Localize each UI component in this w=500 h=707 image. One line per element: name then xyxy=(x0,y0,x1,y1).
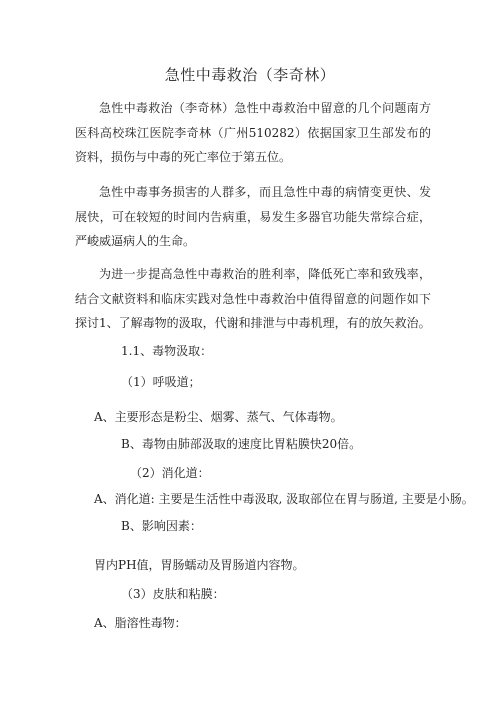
paragraph-purpose: 为进一步提高急性中毒救治的胜利率，降低死亡率和致残率，结合文献资料和临床实践对急性中毒救治中值得留意的问题作如下探讨1、了解毒物的汲取，代谢和排泄与中毒机理，有的放矢救治。 xyxy=(75,267,431,330)
section-heading-absorption: 1.1、毒物汲取： xyxy=(121,344,213,358)
list-item-b-respiratory: B、毒物由肺部汲取的速度比胃粘膜快20倍。 xyxy=(121,437,362,451)
document-title: 急性中毒救治（李奇林） xyxy=(164,66,336,84)
subheading-digestive: （2）消化道： xyxy=(130,466,210,480)
list-item-a-skin: A、脂溶性毒物： xyxy=(94,616,187,630)
subheading-respiratory: （1）呼吸道； xyxy=(121,375,201,389)
list-item-a-digestive: A、消化道: 主要是生活性中毒汲取, 汲取部位在胃与肠道, 主要是小肠。 xyxy=(94,492,474,506)
list-item-a-respiratory: A、主要形态是粉尘、烟雾、蒸气、气体毒物。 xyxy=(94,410,343,424)
subheading-skin-mucosa: （3）皮肤和粘膜： xyxy=(121,587,225,601)
digestive-factors: 胃内PH值，胃肠蠕动及胃肠道内容物。 xyxy=(94,558,305,572)
paragraph-harm: 急性中毒事务损害的人群多，而且急性中毒的病情变更快、发展快，可在较短的时间内告病重，易发生多器官功能失常综合症，严峻威逼病人的生命。 xyxy=(75,185,431,248)
paragraph-intro: 急性中毒救治（李奇林）急性中毒救治中留意的几个问题南方医科高校珠江医院李奇林（广州510282）依据国家卫生部发布的资料，损伤与中毒的死亡率位于第五位。 xyxy=(75,101,431,164)
list-item-b-digestive: B、影响因素： xyxy=(121,519,202,533)
